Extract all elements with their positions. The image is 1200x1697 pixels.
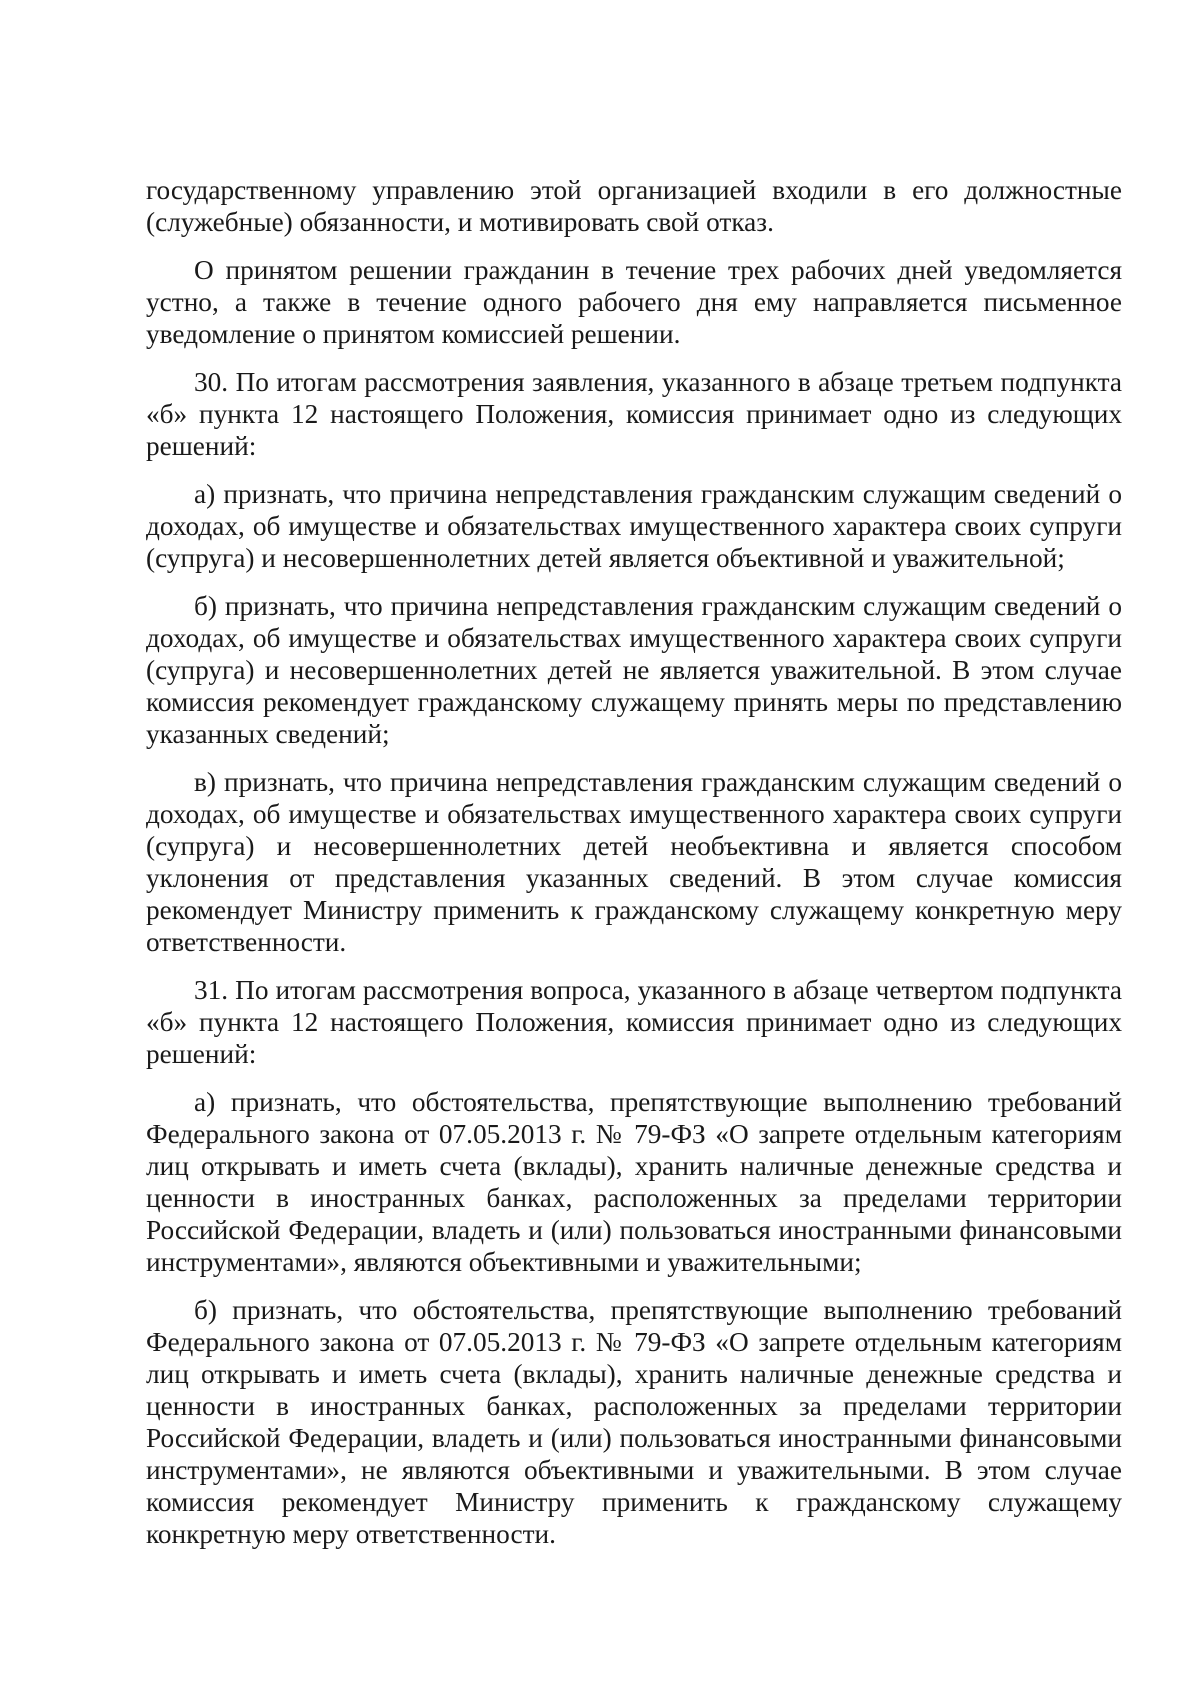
paragraph-item-31: 31. По итогам рассмотрения вопроса, указанного в абзаце четвертом подпункта «б» пункта 12 настоящего Положения, комиссия принимает одно из следующих решений: bbox=[146, 975, 1122, 1069]
document-page bbox=[146, 174, 1122, 1550]
paragraph-item-31-a: а) признать, что обстоятельства, препятствующие выполнению требований Федерального закона от 07.05.2013 г. № 79-ФЗ «О запрете отдельным категориям лиц открывать и иметь счета (вклады), хранить наличные денежные средства и ценности в иностранных банках, расположенных за пределами территории Российской Федерации, владеть и (или) пользоваться иностранными финансовыми инструментами», являются объективными и уважительными; bbox=[146, 1087, 1122, 1277]
paragraph-item-30-v: в) признать, что причина непредставления гражданским служащим сведений о доходах, об имуществе и обязательствах имущественного характера своих супруги (супруга) и несовершеннолетних детей необъективна и является способом уклонения от представления указанных сведений. В этом случае комиссия рекомендует Министру применить к гражданскому служащему конкретную меру ответственности. bbox=[146, 767, 1122, 957]
paragraph-notification: О принятом решении гражданин в течение трех рабочих дней уведомляется устно, а также в течение одного рабочего дня ему направляется письменное уведомление о принятом комиссией решении. bbox=[146, 255, 1122, 349]
paragraph-item-30: 30. По итогам рассмотрения заявления, указанного в абзаце третьем подпункта «б» пункта 12 настоящего Положения, комиссия принимает одно из следующих решений: bbox=[146, 367, 1122, 461]
paragraph-item-31-b: б) признать, что обстоятельства, препятствующие выполнению требований Федерального закона от 07.05.2013 г. № 79-ФЗ «О запрете отдельным категориям лиц открывать и иметь счета (вклады), хранить наличные денежные средства и ценности в иностранных банках, расположенных за пределами территории Российской Федерации, владеть и (или) пользоваться иностранными финансовыми инструментами», не являются объективными и уважительными. В этом случае комиссия рекомендует Министру применить к гражданскому служащему конкретную меру ответственности. bbox=[146, 1295, 1122, 1549]
paragraph-item-30-a: а) признать, что причина непредставления гражданским служащим сведений о доходах, об имуществе и обязательствах имущественного характера своих супруги (супруга) и несовершеннолетних детей является объективной и уважительной; bbox=[146, 479, 1122, 573]
paragraph-continuation: государственному управлению этой организацией входили в его должностные (служебные) обязанности, и мотивировать свой отказ. bbox=[146, 175, 1122, 237]
paragraph-item-30-b: б) признать, что причина непредставления гражданским служащим сведений о доходах, об имуществе и обязательствах имущественного характера своих супруги (супруга) и несовершеннолетних детей не является уважительной. В этом случае комиссия рекомендует гражданскому служащему принять меры по представлению указанных сведений; bbox=[146, 591, 1122, 749]
